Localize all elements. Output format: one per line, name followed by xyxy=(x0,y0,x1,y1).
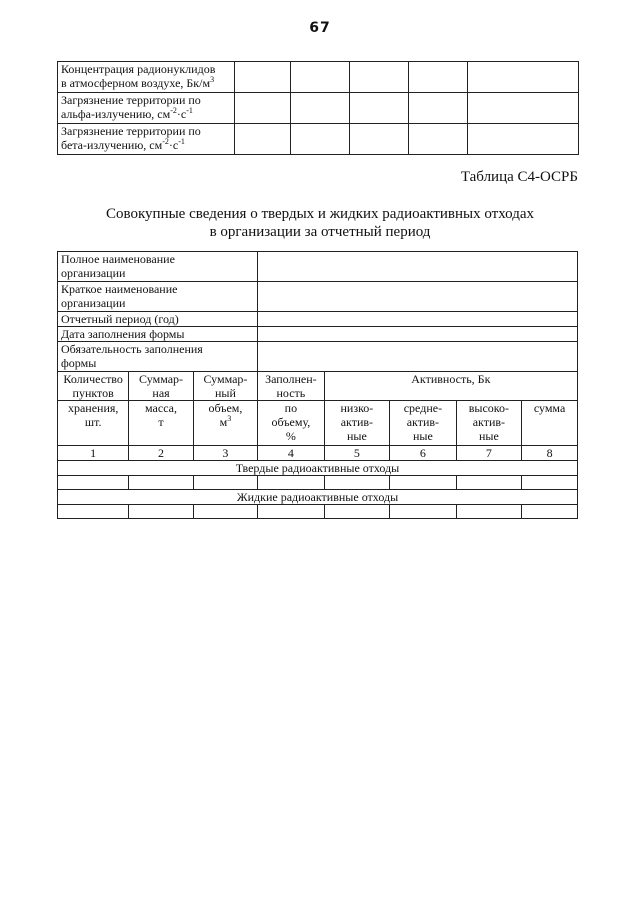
info-label-line: Отчетный период (год) xyxy=(61,312,179,326)
empty-cell[interactable] xyxy=(235,62,291,93)
info-label-line: организации xyxy=(61,266,126,280)
empty-cell[interactable] xyxy=(409,124,468,155)
empty-cell[interactable] xyxy=(291,124,350,155)
header-line: актив- xyxy=(472,415,506,429)
info-label-line: Краткое наименование xyxy=(61,282,178,296)
unit-superscript: -1 xyxy=(178,137,185,146)
empty-cell[interactable] xyxy=(193,476,257,490)
table-row xyxy=(58,476,578,490)
empty-cell[interactable] xyxy=(456,505,521,519)
column-number-row xyxy=(58,446,578,461)
empty-cell[interactable] xyxy=(350,62,409,93)
header-line: т xyxy=(158,415,164,429)
column-header xyxy=(193,401,257,446)
empty-cell[interactable] xyxy=(291,93,350,124)
column-number: 4 xyxy=(258,446,325,461)
page-number: 67 xyxy=(309,20,331,36)
column-number: 5 xyxy=(324,446,389,461)
header-line: высоко- xyxy=(468,401,510,415)
empty-cell[interactable] xyxy=(258,476,325,490)
row-label-line: Концентрация радионуклидов xyxy=(61,62,216,76)
info-label xyxy=(58,252,258,282)
column-header xyxy=(58,372,129,401)
info-row xyxy=(58,342,578,372)
waste-summary-table xyxy=(57,251,578,519)
unit-superscript: 3 xyxy=(227,414,232,423)
info-label-line: Дата заполнения формы xyxy=(61,327,185,341)
column-number: 1 xyxy=(58,446,129,461)
section-row xyxy=(58,490,578,505)
info-value-cell[interactable] xyxy=(258,252,578,282)
section-title-solid: Твердые радиоактивные отходы xyxy=(58,461,578,476)
row-label xyxy=(58,62,235,93)
row-label-text: альфа-излучению, см xyxy=(61,107,171,121)
row-label-line: Загрязнение территории по xyxy=(61,124,201,138)
header-line: Суммар- xyxy=(139,372,184,386)
info-row xyxy=(58,327,578,342)
unit-superscript: -1 xyxy=(186,106,193,115)
info-label-line: Обязательность заполнения xyxy=(61,342,203,356)
column-number: 3 xyxy=(193,446,257,461)
header-line: % xyxy=(285,429,296,443)
header-line: актив- xyxy=(406,415,440,429)
info-label-line: формы xyxy=(61,356,97,370)
empty-cell[interactable] xyxy=(58,476,129,490)
header-unit: м xyxy=(219,415,228,429)
empty-cell[interactable] xyxy=(468,93,579,124)
column-number: 8 xyxy=(522,446,578,461)
header-line: объему, xyxy=(271,415,311,429)
empty-cell[interactable] xyxy=(468,124,579,155)
row-label xyxy=(58,124,235,155)
info-value-cell[interactable] xyxy=(258,342,578,372)
empty-cell[interactable] xyxy=(390,476,457,490)
unit-superscript: -2 xyxy=(162,137,169,146)
info-value-cell[interactable] xyxy=(258,282,578,312)
header-line: ные xyxy=(478,429,499,443)
column-header-row xyxy=(58,401,578,446)
row-label-line xyxy=(61,138,231,152)
empty-cell[interactable] xyxy=(324,476,389,490)
section-row xyxy=(58,461,578,476)
empty-cell[interactable] xyxy=(409,62,468,93)
row-label-line: Загрязнение территории по xyxy=(61,93,201,107)
empty-cell[interactable] xyxy=(129,476,193,490)
table-row xyxy=(58,62,579,93)
empty-cell[interactable] xyxy=(456,476,521,490)
empty-cell[interactable] xyxy=(258,505,325,519)
empty-cell[interactable] xyxy=(324,505,389,519)
empty-cell[interactable] xyxy=(235,124,291,155)
row-label-text: в атмосферном воздухе, Бк/м xyxy=(61,76,211,90)
empty-cell[interactable] xyxy=(468,62,579,93)
empty-cell[interactable] xyxy=(522,476,578,490)
table-heading xyxy=(0,205,640,241)
header-line: Заполнен- xyxy=(265,372,317,386)
header-line: ные xyxy=(412,429,433,443)
column-number: 2 xyxy=(129,446,193,461)
activity-header: Активность, Бк xyxy=(324,372,577,401)
column-header-row xyxy=(58,372,578,401)
column-header xyxy=(258,372,325,401)
header-line: ные xyxy=(346,429,367,443)
header-line: ная xyxy=(152,386,170,400)
table-row xyxy=(58,124,579,155)
table-identifier: Таблица С4-ОСРБ xyxy=(460,169,578,185)
info-row xyxy=(58,312,578,327)
empty-cell[interactable] xyxy=(129,505,193,519)
column-header xyxy=(129,372,193,401)
row-label-text: бета-излучению, см xyxy=(61,138,163,152)
column-number: 6 xyxy=(390,446,457,461)
unit-superscript: -2 xyxy=(170,106,177,115)
column-header xyxy=(324,401,389,446)
row-label-line xyxy=(61,107,231,121)
header-line: хранения, xyxy=(67,401,119,415)
header-line: шт. xyxy=(84,415,102,429)
header-line: низко- xyxy=(340,401,374,415)
info-label xyxy=(58,282,258,312)
info-label-line: Полное наименование xyxy=(61,252,175,266)
unit-superscript: 3 xyxy=(210,75,215,84)
header-line: Суммар- xyxy=(203,372,248,386)
info-label xyxy=(58,312,258,327)
empty-cell[interactable] xyxy=(522,505,578,519)
header-line: Количество xyxy=(63,372,123,386)
column-number: 7 xyxy=(456,446,521,461)
empty-cell[interactable] xyxy=(390,505,457,519)
empty-cell[interactable] xyxy=(291,62,350,93)
info-label xyxy=(58,342,258,372)
header-line: средне- xyxy=(403,401,443,415)
header-line: ность xyxy=(276,386,306,400)
section-title-liquid: Жидкие радиоактивные отходы xyxy=(58,490,578,505)
column-header: сумма xyxy=(522,401,578,446)
info-label-line: организации xyxy=(61,296,126,310)
column-header xyxy=(129,401,193,446)
heading-line: Совокупные сведения о твердых и жидких радиоактивных отходах xyxy=(105,206,535,222)
header-line: ный xyxy=(214,386,236,400)
empty-cell[interactable] xyxy=(350,124,409,155)
info-label xyxy=(58,327,258,342)
header-line: пунктов xyxy=(72,386,114,400)
table-row xyxy=(58,505,578,519)
column-header xyxy=(456,401,521,446)
info-value-cell[interactable] xyxy=(258,312,578,327)
info-row xyxy=(58,282,578,312)
info-value-cell[interactable] xyxy=(258,327,578,342)
column-header xyxy=(58,401,129,446)
info-row xyxy=(58,252,578,282)
header-line: по xyxy=(284,401,298,415)
header-line: актив- xyxy=(340,415,374,429)
empty-cell[interactable] xyxy=(350,93,409,124)
heading-line: в организации за отчетный период xyxy=(209,224,431,240)
column-header xyxy=(258,401,325,446)
empty-cell[interactable] xyxy=(58,505,129,519)
radionuclide-table xyxy=(57,61,579,155)
unit-text: ·с xyxy=(176,107,187,121)
column-header xyxy=(193,372,257,401)
header-line: объем, xyxy=(208,401,243,415)
unit-text: ·с xyxy=(168,138,179,152)
empty-cell[interactable] xyxy=(193,505,257,519)
header-line xyxy=(197,415,254,429)
empty-cell[interactable] xyxy=(235,93,291,124)
header-line: масса, xyxy=(145,401,178,415)
row-label-line xyxy=(61,76,231,90)
empty-cell[interactable] xyxy=(409,93,468,124)
row-label xyxy=(58,93,235,124)
column-header xyxy=(390,401,457,446)
table-row xyxy=(58,93,579,124)
